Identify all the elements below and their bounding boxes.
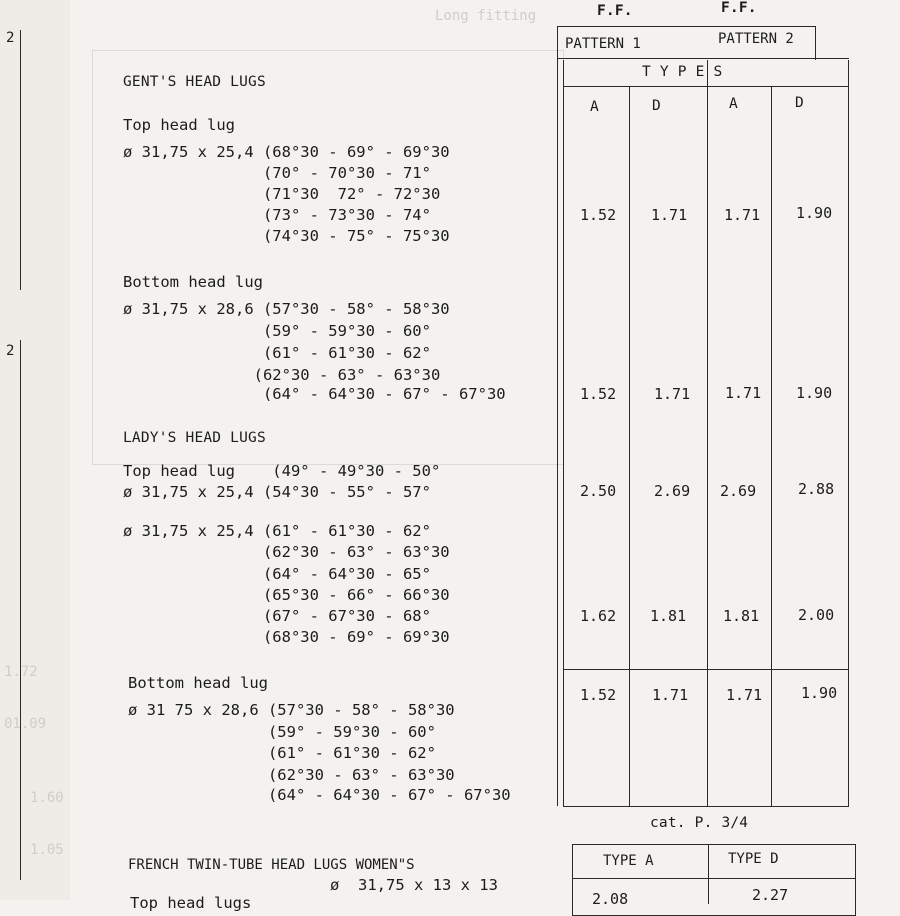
- french-table-rule: [572, 878, 855, 879]
- gents-top-value-a1: 1.52: [580, 206, 617, 224]
- ladys-bottom-row-1: ø 31 75 x 28,6 (57°30 - 58° - 58°30: [128, 701, 455, 719]
- table-right-border: [848, 60, 849, 806]
- ladys-mid-value-d2: 2.00: [798, 606, 835, 624]
- ladys-mid-row-5: (67° - 67°30 - 68°: [123, 607, 431, 625]
- margin-border-line: [20, 30, 21, 290]
- col-d-2: D: [795, 95, 804, 111]
- ladys-mid-row-4: (65°30 - 66° - 66°30: [123, 586, 450, 604]
- ladys-bottom-value-d1: 1.71: [652, 686, 689, 704]
- french-table-divider: [708, 844, 709, 904]
- gents-top-value-d1: 1.71: [651, 206, 688, 224]
- gents-top-row-2: (70° - 70°30 - 71°: [123, 164, 431, 182]
- ladys-top-lug-title-row: Top head lug (49° - 49°30 - 50°: [123, 462, 441, 480]
- table-pattern-divider: [815, 26, 816, 60]
- ladys-top-value-d1: 2.69: [654, 482, 691, 500]
- ff-label-2: F.F.: [721, 0, 757, 16]
- ladys-bottom-value-a1: 1.52: [580, 686, 617, 704]
- gents-bottom-value-d1: 1.71: [654, 385, 691, 403]
- ladys-bottom-row-2: (59° - 59°30 - 60°: [128, 723, 436, 741]
- ladys-mid-value-a1: 1.62: [580, 607, 617, 625]
- types-header: T Y P E S: [642, 64, 723, 80]
- catalogue-reference: cat. P. 3/4: [650, 815, 749, 831]
- ladys-mid-row-2: (62°30 - 63° - 63°30: [123, 543, 450, 561]
- gents-bottom-row-5: (64° - 64°30 - 67° - 67°30: [123, 385, 506, 403]
- ladys-top-value-a1: 2.50: [580, 482, 617, 500]
- gents-bottom-value-a2: 1.71: [725, 384, 762, 402]
- table-header-rule: [557, 58, 849, 59]
- gents-bottom-row-3: (61° - 61°30 - 62°: [123, 344, 431, 362]
- gents-bottom-lug-title: Bottom head lug: [123, 273, 263, 291]
- ladys-mid-row-6: (68°30 - 69° - 69°30: [123, 628, 450, 646]
- gents-top-row-5: (74°30 - 75° - 75°30: [123, 227, 450, 245]
- ladys-top-row-2: ø 31,75 x 25,4 (54°30 - 55° - 57°: [123, 483, 431, 501]
- french-type-d-header: TYPE D: [728, 851, 779, 867]
- gents-bottom-value-d2: 1.90: [796, 384, 833, 402]
- margin-fragment-2: 01.09: [4, 716, 47, 732]
- col-divider-a2d2: [771, 86, 772, 806]
- gents-bottom-value-a1: 1.52: [580, 385, 617, 403]
- french-dimension: ø 31,75 x 13 x 13: [330, 876, 498, 894]
- ladys-mid-row-3: (64° - 64°30 - 65°: [123, 565, 431, 583]
- ladys-bottom-lug-title: Bottom head lug: [128, 674, 268, 692]
- ladys-bottom-row-3: (61° - 61°30 - 62°: [128, 744, 436, 762]
- ladys-bottom-value-d2: 1.90: [801, 684, 838, 702]
- margin-fragment-4: 1.05: [30, 842, 64, 858]
- ladys-mid-value-d1: 1.81: [650, 607, 687, 625]
- french-type-a-header: TYPE A: [603, 853, 654, 869]
- facing-page-shadow: [0, 0, 70, 900]
- table-types-rule: [563, 86, 849, 87]
- gents-top-row-1: ø 31,75 x 25,4 (68°30 - 69° - 69°30: [123, 143, 450, 161]
- gents-bottom-row-4: (62°30 - 63° - 63°30: [123, 366, 441, 384]
- french-heading: FRENCH TWIN-TUBE HEAD LUGS WOMEN"S: [128, 857, 415, 873]
- ladys-mid-value-a2: 1.81: [723, 607, 760, 625]
- table-bottom-border: [563, 806, 849, 807]
- french-value-d: 2.27: [752, 886, 789, 904]
- ladys-bottom-row-5: (64° - 64°30 - 67° - 67°30: [128, 786, 511, 804]
- gents-top-value-a2: 1.71: [724, 206, 761, 224]
- gents-bottom-row-1: ø 31,75 x 28,6 (57°30 - 58° - 58°30: [123, 300, 450, 318]
- margin-fragment-1: 1.72: [4, 664, 38, 680]
- table-left-border: [557, 26, 558, 806]
- col-divider-d1a2: [707, 60, 708, 806]
- table-left-border-inner: [563, 60, 564, 806]
- margin-fragment-3: 1.60: [30, 790, 64, 806]
- bleed-through-long-fitting: Long fitting: [435, 8, 537, 24]
- ladys-mid-row-1: ø 31,75 x 25,4 (61° - 61°30 - 62°: [123, 522, 431, 540]
- margin-border-line-2: [20, 340, 21, 880]
- ladys-top-value-a2: 2.69: [720, 482, 757, 500]
- col-a-1: A: [590, 99, 599, 115]
- french-top-lugs-title: Top head lugs: [130, 894, 252, 912]
- ladys-heading: LADY'S HEAD LUGS: [123, 430, 266, 446]
- col-d-1: D: [652, 98, 661, 114]
- gents-heading: GENT'S HEAD LUGS: [123, 74, 266, 90]
- margin-mark-mid: 2: [6, 343, 15, 359]
- ladys-top-value-d2: 2.88: [798, 480, 835, 498]
- ladys-bottom-row-4: (62°30 - 63° - 63°30: [128, 766, 455, 784]
- gents-bottom-row-2: (59° - 59°30 - 60°: [123, 322, 431, 340]
- table-top-border: [557, 26, 815, 27]
- col-a-2: A: [729, 96, 738, 112]
- ladys-mid-rule: [563, 669, 849, 670]
- pattern-2-header: PATTERN 2: [718, 31, 794, 47]
- gents-top-row-3: (71°30 72° - 72°30: [123, 185, 441, 203]
- ff-label-1: F.F.: [597, 3, 633, 19]
- col-divider-ad1: [629, 86, 630, 806]
- gents-top-row-4: (73° - 73°30 - 74°: [123, 206, 431, 224]
- pattern-1-header: PATTERN 1: [565, 36, 641, 52]
- gents-top-value-d2: 1.90: [796, 204, 833, 222]
- ladys-bottom-value-a2: 1.71: [726, 686, 763, 704]
- gents-top-lug-title: Top head lug: [123, 116, 235, 134]
- french-value-a: 2.08: [592, 890, 629, 908]
- margin-mark-top: 2: [6, 30, 15, 46]
